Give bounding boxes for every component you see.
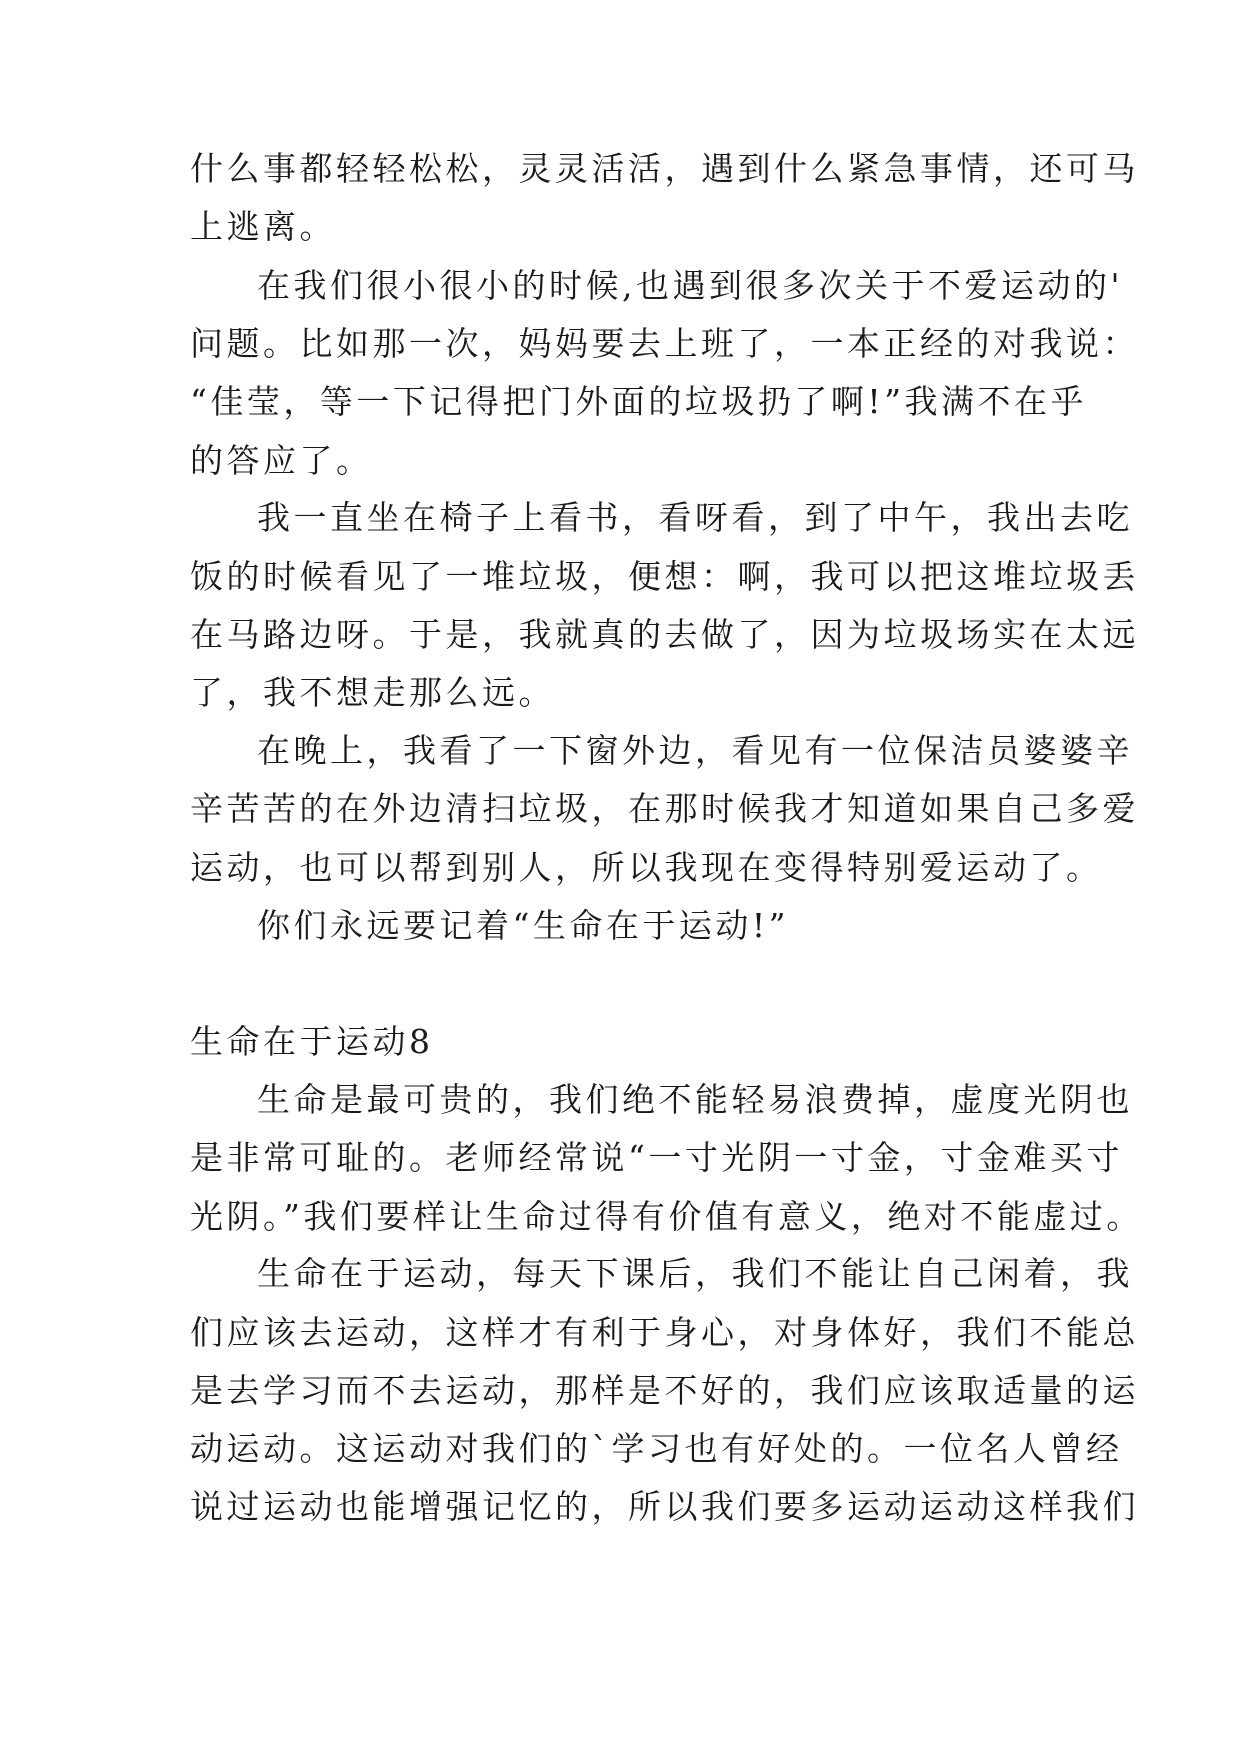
text-line: 们应该去运动，这样才有利于身心，对身体好，我们不能总 — [190, 1313, 1139, 1352]
paragraph-start-line: 生命在于运动，每天下课后，我们不能让自己闲着，我 — [257, 1254, 1133, 1293]
paragraph-start-line: 你们永远要记着“生命在于运动!” — [257, 906, 790, 945]
text-line: 动运动。这运动对我们的`学习也有好处的。一位名人曾经 — [190, 1429, 1123, 1468]
text-line: 饭的时候看见了一堆垃圾，便想：啊，我可以把这堆垃圾丢 — [190, 557, 1139, 596]
section-heading: 生命在于运动8 — [190, 1022, 434, 1061]
text-line: 辛苦苦的在外边清扫垃圾，在那时候我才知道如果自己多爱 — [190, 789, 1139, 828]
text-line: 什么事都轻轻松松，灵灵活活，遇到什么紧急事情，还可马 — [190, 149, 1139, 188]
text-line: 了，我不想走那么远。 — [190, 673, 555, 712]
text-line: 光阴。”我们要样让生命过得有价值有意义，绝对不能虚过。 — [190, 1197, 1143, 1236]
paragraph-start-line: 在我们很小很小的时候,也遇到很多次关于不爱运动的' — [257, 266, 1124, 305]
paragraph-start-line: 我一直坐在椅子上看书，看呀看，到了中午，我出去吃 — [257, 498, 1133, 537]
paragraph-start-line: 在晚上，我看了一下窗外边，看见有一位保洁员婆婆辛 — [257, 731, 1133, 770]
text-line: 上逃离。 — [190, 207, 336, 246]
text-line: 说过运动也能增强记忆的，所以我们要多运动运动这样我们 — [190, 1487, 1139, 1526]
text-line: “佳莹，等一下记得把门外面的垃圾扔了啊!”我满不在乎 — [190, 382, 1088, 421]
text-line: 是去学习而不去运动，那样是不好的，我们应该取适量的运 — [190, 1371, 1139, 1410]
paragraph-start-line: 生命是最可贵的，我们绝不能轻易浪费掉，虚度光阴也 — [257, 1080, 1133, 1119]
text-line: 问题。比如那一次，妈妈要去上班了，一本正经的对我说： — [190, 324, 1139, 363]
text-line: 的答应了。 — [190, 441, 373, 480]
text-line: 在马路边呀。于是，我就真的去做了，因为垃圾场实在太远 — [190, 615, 1139, 654]
text-line: 运动，也可以帮到别人，所以我现在变得特别爱运动了。 — [190, 848, 1103, 887]
text-line: 是非常可耻的。老师经常说“一寸光阴一寸金，寸金难买寸 — [190, 1138, 1123, 1177]
